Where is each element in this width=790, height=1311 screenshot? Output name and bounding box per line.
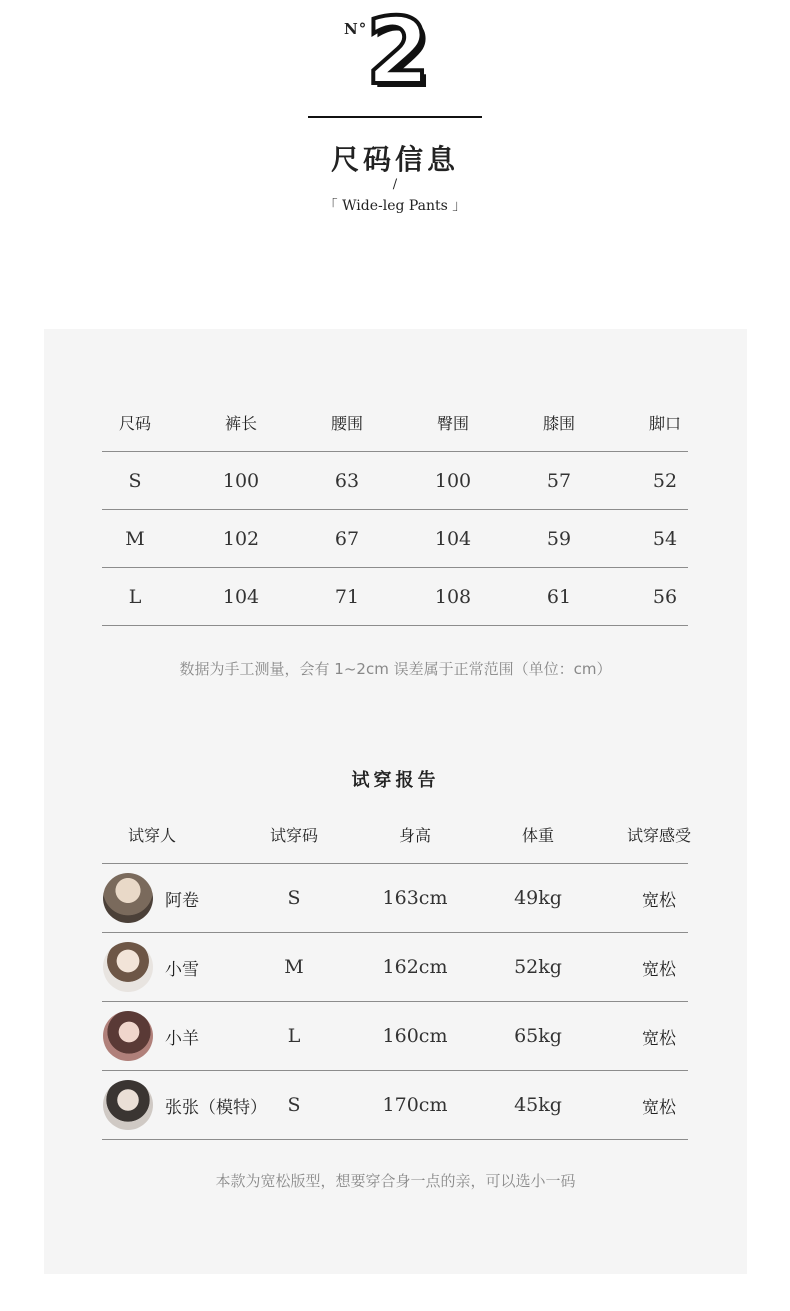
table-cell: 108 [434, 585, 472, 608]
tester [102, 1002, 199, 1070]
report-title: 试穿报告 [351, 770, 440, 791]
header-cell-feeling: 试穿感受 [626, 826, 691, 845]
table-row [102, 568, 688, 626]
table-row [102, 510, 688, 568]
table-cell: S [128, 469, 142, 492]
table-cell: 宽松 [642, 1028, 676, 1049]
table-cell: 65kg [514, 1025, 562, 1047]
header-rule [308, 116, 482, 118]
header-cell-hem: 脚口 [648, 413, 681, 433]
table-cell: 57 [546, 469, 572, 492]
fit-note: 本款为宽松版型，想要穿合身一点的亲，可以选小一码 [215, 1172, 576, 1190]
table-cell: 54 [652, 527, 678, 550]
size-table [102, 393, 688, 626]
table-cell: M [284, 956, 304, 978]
avatar [103, 942, 153, 992]
table-cell: L [287, 1025, 301, 1047]
table-cell: 61 [546, 585, 572, 608]
avatar [103, 1080, 153, 1130]
table-cell: S [287, 1094, 301, 1116]
header-cell-tester: 试穿人 [127, 826, 176, 845]
header-cell-try-size: 试穿码 [269, 826, 318, 845]
header-cell-size: 尺码 [118, 413, 151, 433]
header-cell-waist: 腰围 [330, 413, 363, 433]
table-cell: 56 [652, 585, 678, 608]
table-cell: 宽松 [642, 890, 676, 911]
table-cell: 67 [334, 527, 360, 550]
table-cell: 104 [434, 527, 472, 550]
try-on-table-header [102, 806, 691, 864]
table-cell: 59 [546, 527, 572, 550]
table-cell: 71 [334, 585, 360, 608]
tester [102, 864, 199, 932]
table-cell: 63 [334, 469, 360, 492]
table-cell: 100 [222, 469, 260, 492]
page-title: 尺码信息 [330, 143, 459, 176]
table-cell: 宽松 [642, 1097, 676, 1118]
table-cell: 45kg [514, 1094, 562, 1116]
table-cell: 162cm [382, 956, 448, 978]
info-panel [44, 329, 747, 1274]
table-cell: 163cm [382, 887, 448, 909]
table-row [102, 1071, 688, 1140]
table-cell: L [128, 585, 142, 608]
avatar [103, 1011, 153, 1061]
tester [102, 1071, 267, 1139]
header-cell-height: 身高 [398, 826, 431, 845]
section-number: 2 [366, 0, 431, 105]
table-cell: 170cm [382, 1094, 448, 1116]
table-cell: 宽松 [642, 959, 676, 980]
table-row [102, 1002, 688, 1071]
try-on-table [102, 806, 691, 1140]
tester-name: 小羊 [165, 1028, 199, 1049]
table-row [102, 864, 688, 933]
title-slash: / [392, 177, 398, 192]
number-mark: N° [344, 20, 368, 38]
table-cell: 52 [652, 469, 678, 492]
table-cell: 100 [434, 469, 472, 492]
measurement-note: 数据为手工测量，会有 1~2cm 误差属于正常范围（单位：cm） [179, 660, 612, 678]
table-cell: 160cm [382, 1025, 448, 1047]
avatar [103, 873, 153, 923]
table-cell: 104 [222, 585, 260, 608]
table-cell: 49kg [514, 887, 562, 909]
header-cell-length: 裤长 [224, 413, 257, 433]
table-cell: 52kg [514, 956, 562, 978]
tester-name: 小雪 [165, 959, 199, 980]
table-cell: 102 [222, 527, 260, 550]
page-subtitle: 「 Wide-leg Pants 」 [323, 198, 467, 214]
table-cell: M [125, 527, 145, 550]
table-cell: S [287, 887, 301, 909]
tester-name: 张张（模特） [165, 1097, 267, 1118]
header-cell-weight: 体重 [521, 826, 554, 845]
section-header [0, 0, 790, 240]
table-row [102, 452, 688, 510]
header-cell-hip: 臀围 [436, 413, 469, 433]
size-table-header [102, 393, 688, 452]
table-row [102, 933, 688, 1002]
header-cell-knee: 膝围 [542, 413, 575, 433]
tester-name: 阿卷 [165, 890, 199, 911]
tester [102, 933, 199, 1001]
